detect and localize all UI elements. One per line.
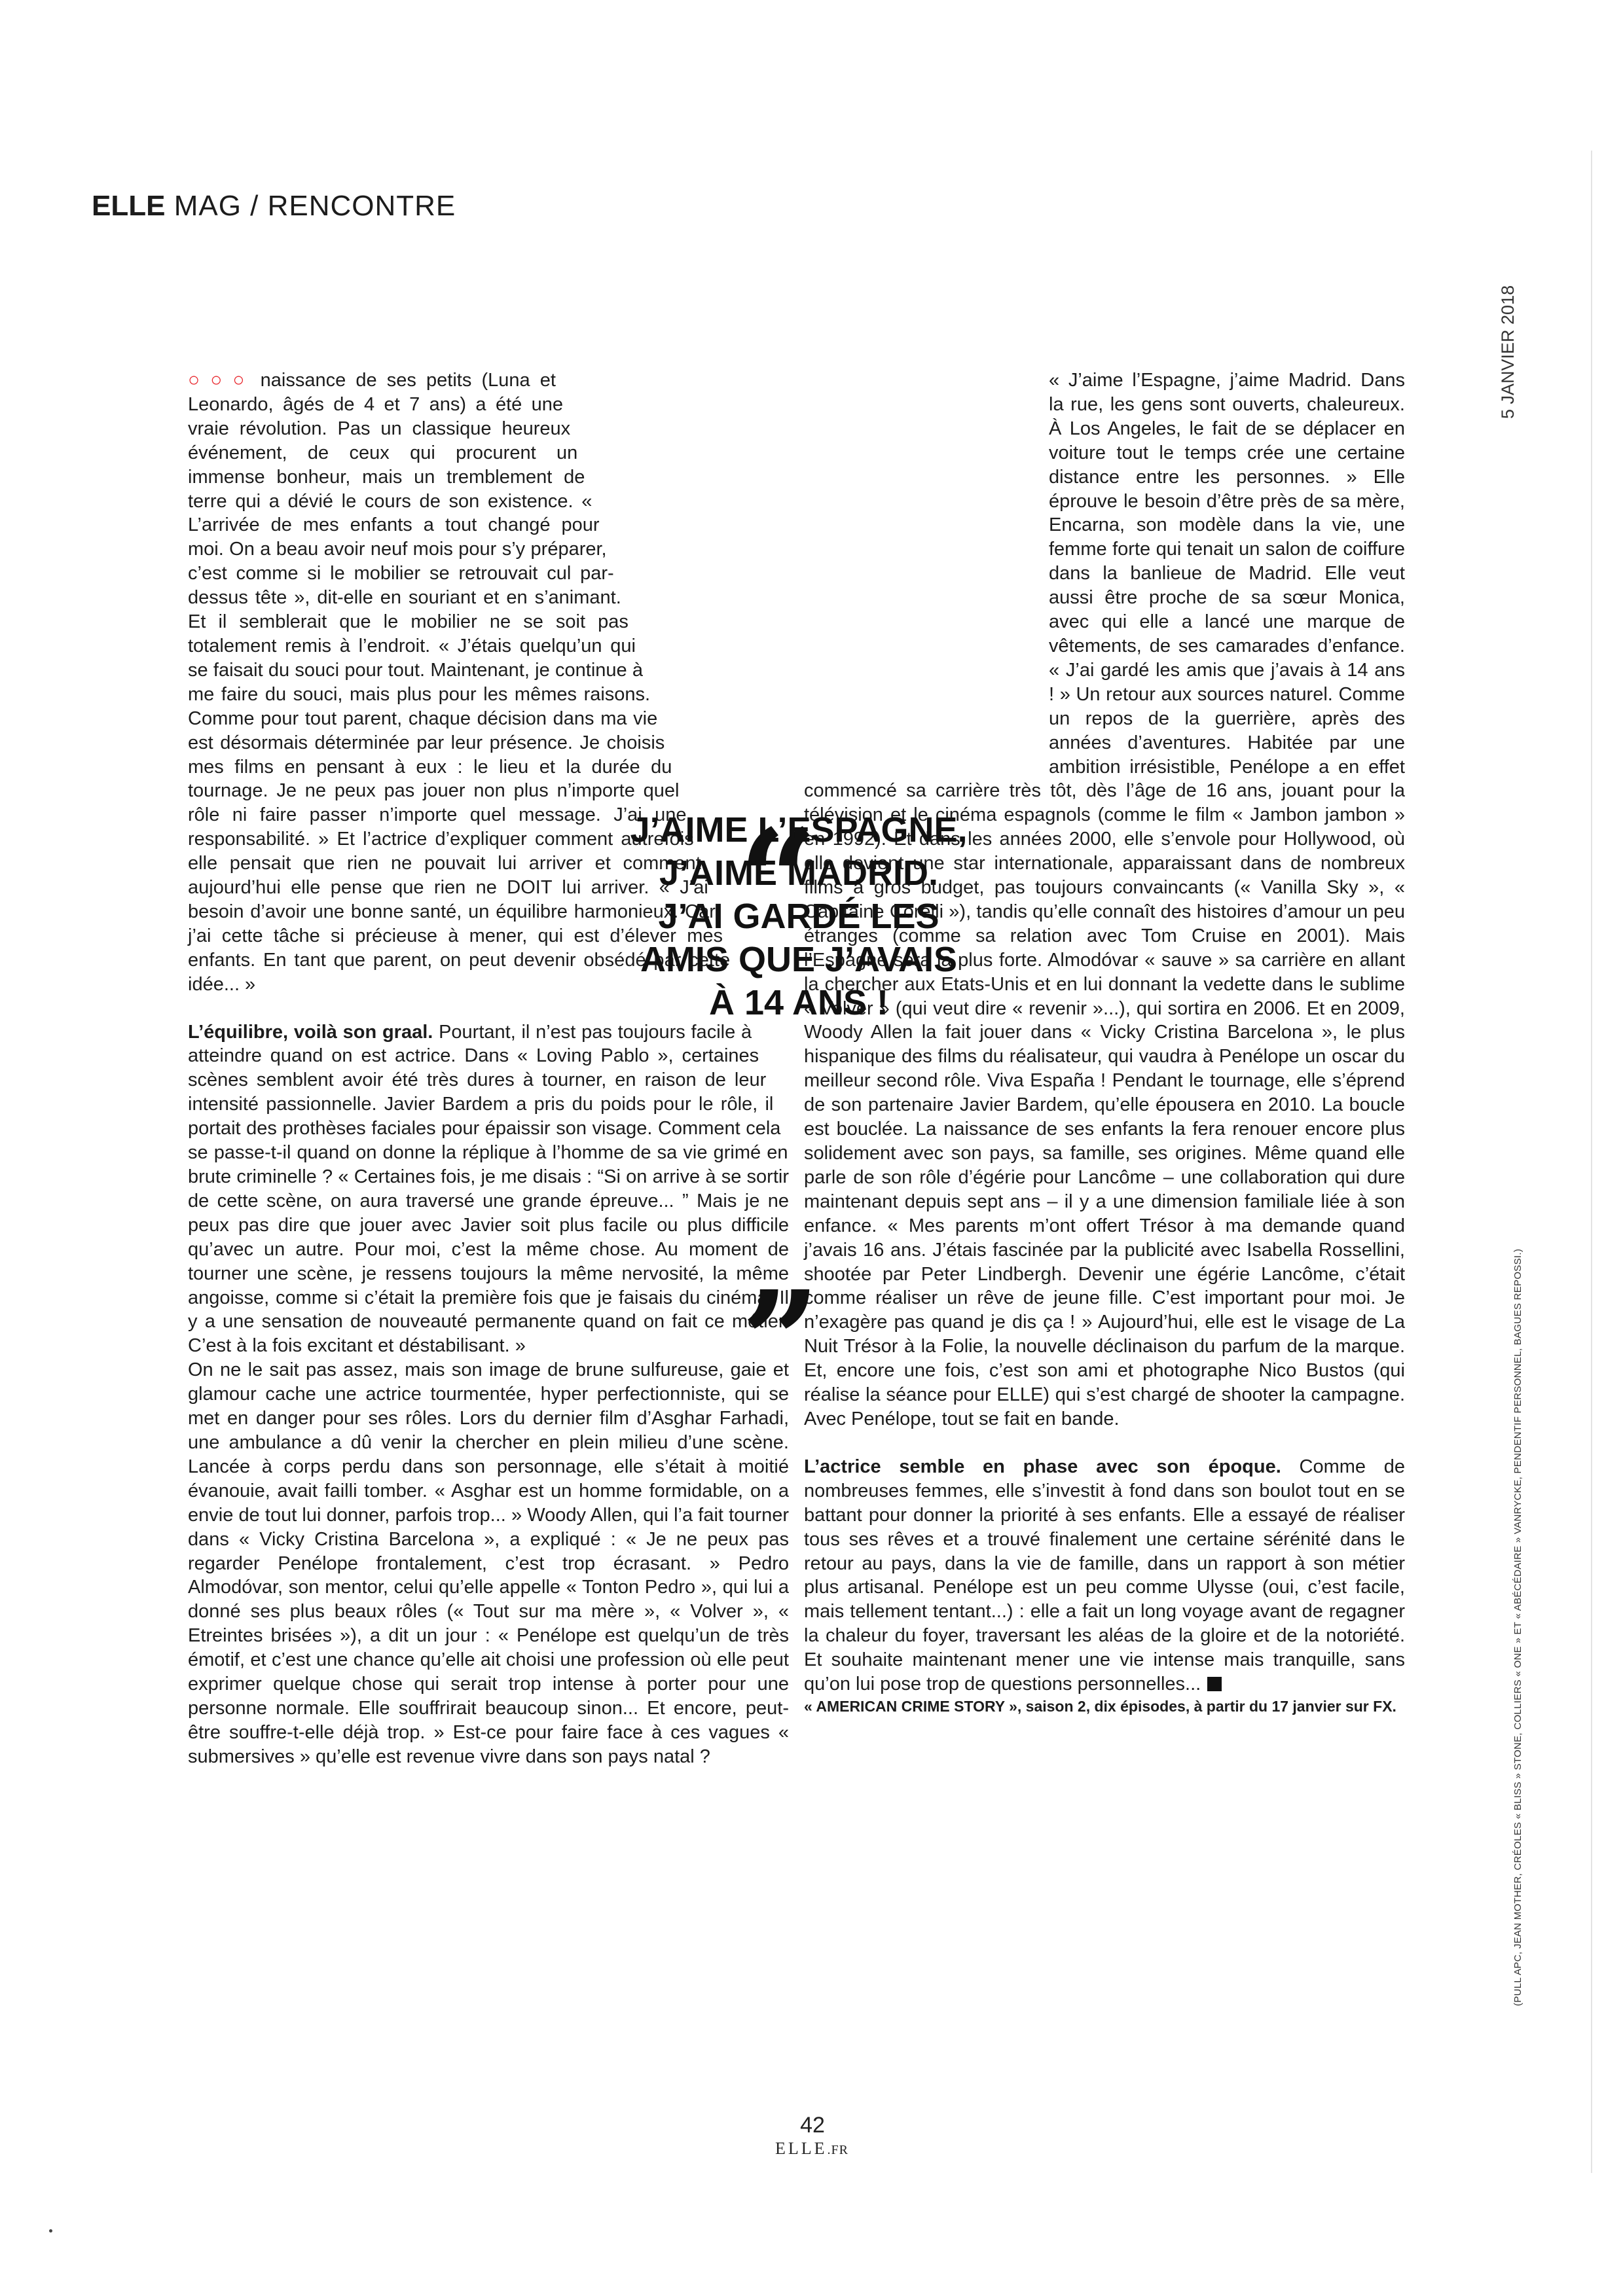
article-column-right: [804, 368, 1405, 1992]
right-paragraph-2-text: Comme de nombreuses femmes, elle s’investit à fond dans son boulot tout en se battant pour donner la priorité à ses enfants. Elle a essayé de réaliser tous ses rêves et a trouvé finalement une certaine sérénité dans le retour au pays, dans la vie de famille, dans un rapport à son métier plus artisanal. Penélope est un peu comme Ulysse (oui, c’est facile, mais tellement tentant...) : elle a fait un long voyage avant de regagner la chaleur du foyer, traversant les aléas de la gloire et de la notoriété. Et souhaite maintenant mener une vie intense mais tranquille, sans qu’on lui pose trop de questions personnelles...: [804, 1456, 1405, 1695]
right-paragraph-2-lead: L’actrice semble en phase avec son époque.: [804, 1456, 1281, 1477]
page-edge-rule: [1591, 151, 1592, 2173]
photo-credits: (PULL APC, JEAN MOTHER, CRÉOLES « BLISS » STONE, COLLIERS « ONE » ET « ABÉCÉDAIRE » VANRYCKE, PENDENTIF PERSONNEL, BAGUES REPOSSI.): [1512, 1248, 1523, 2006]
open-quote-mark: “: [739, 799, 818, 961]
magazine-header: [92, 190, 456, 223]
section-title: MAG / RENCONTRE: [173, 190, 456, 222]
right-paragraph-2: [804, 1455, 1405, 1696]
left-paragraph-2-text: Pourtant, il n’est pas toujours facile à atteindre quand on est actrice. Dans « Loving Pablo », certaines scènes semblent avoir été très dures à tourner, en raison de leur intensité passionnelle. Javier Bardem a pris du poids pour le rôle, il portait des prothèses faciales pour épaissir son visage. Comment cela se passe-t-il quand on donne la réplique à l’homme de sa vie grimé en brute criminelle ? « Certaines fois, je me disais : “Si on arrive à se sortir de cette scène, on aura traversé une grande épreuve... ” Mais je ne peux pas dire que jouer avec Javier soit plus facile ou plus difficile qu’avec un autre. Pour moi, c’est la même chose. Au moment de tourner une scène, je ressens toujours la même nervosité, la même angoisse, comme si c’était la première fois que je faisais du cinéma. Il y a une sensation de nouveauté permanente quand on fait ce métier. C’est à la fois excitant et déstabilisant. »: [188, 1021, 789, 1357]
pullquote-text: J’AIME L’ESPAGNE, J’AIME MADRID. J’AI GARDÉ LES AMIS QUE J’AVAIS À 14 ANS !: [630, 810, 968, 1022]
left-paragraph-2-lead: L’équilibre, voilà son graal.: [188, 1021, 433, 1043]
article-column-left: [188, 368, 789, 2018]
broadcast-footnote: « AMERICAN CRIME STORY », saison 2, dix épisodes, à partir du 17 janvier sur FX.: [804, 1697, 1396, 1715]
page-number: 42: [800, 2113, 825, 2138]
close-quote-mark: ”: [741, 1261, 820, 1422]
left-paragraph-3: On ne le sait pas assez, mais son image de brune sulfureuse, gaie et glamour cache une actrice tourmentée, hyper perfectionniste, qui se met en danger pour ses rôles. Lors du dernier film d’Asghar Farhadi, une ambulance a dû venir la chercher en plein milieu d’une scène. Lancée à corps perdu dans son personnage, elle s’était à moitié évanouie, avait failli tomber. « Asghar est un homme formidable, on a envie de tout lui donner, parfois trop... » Woody Allen, qui l’a fait tourner dans « Vicky Cristina Barcelona », a expliqué : « Je ne peux pas regarder Penélope frontalement, c’est trop écrasant. » Pedro Almodóvar, son mentor, celui qu’elle appelle « Tonton Pedro », qui lui a donné ses plus beaux rôles (« Tout sur ma mère », « Volver », « Etreintes brisées »), a dit un jour : « Penélope est quelqu’un de très émotif, et c’est une chance qu’elle ait choisi une profession où elle peut exprimer quelque chose qui serait trop intense à porter pour une personne normale. Elle souffrirait beaucoup sinon... Et encore, peut-être souffre-t-elle déjà trop. » Est-ce pour faire face à ces vagues « submersives » qu’elle est revenue vivre dans son pays natal ?: [188, 1359, 789, 1767]
site-name: [759, 2139, 864, 2159]
left-paragraph-1-text: naissance de ses petits (Luna et Leonardo, âgés de 4 et 7 ans) a été une vraie révolution. Pas un classique heureux événement, de ceux qui procurent un immense bonheur, mais un tremblement de terre qui a dévié le cours de son existence. « L’arrivée de mes enfants a tout changé pour moi. On a beau avoir neuf mois pour s’y préparer, c’est comme si le mobilier se retrouvait cul par-dessus tête », dit-elle en souriant et en s’animant. Et il semblerait que le mobilier ne se soit pas totalement remis à l’endroit. « J’étais quelqu’un qui se faisait du souci pour tout. Maintenant, je continue à me faire du souci, mais plus pour les mêmes raisons. Comme pour tout parent, chaque décision dans ma vie est désormais déterminée par leur présence. Je choisis mes films en pensant à eux : le lieu et la durée du tournage. Je ne peux pas jouer non plus n’importe quel rôle ni faire passer n’importe quel message. J’ai une responsabilité. » Et l’actrice d’expliquer comment autrefois elle pensait que rien ne pouvait lui arriver et comment aujourd’hui elle pense que rien ne DOIT lui arriver. « J’ai besoin d’avoir une bonne santé, un équilibre harmonieux. Car j’ai cette tâche si précieuse à mener, qui est d’élever mes enfants. En tant que parent, on peut devenir obsédé par cette idée... »: [188, 370, 731, 995]
site-name-suffix: .FR: [827, 2143, 848, 2157]
site-name-brand: ELLE: [775, 2139, 828, 2158]
end-of-article-square: [1207, 1677, 1222, 1691]
continuation-dots: ○○○: [188, 369, 255, 391]
right-paragraph-1: « J’aime l’Espagne, j’aime Madrid. Dans la rue, les gens sont ouverts, chaleureux. À Los Angeles, le fait de se déplacer en voiture tout le temps crée une certaine distance entre les personnes. » Elle éprouve le besoin d’être près de sa mère, Encarna, son modèle dans la vie, une femme forte qui tenait un salon de coiffure dans la banlieue de Madrid. Elle veut aussi être proche de sa sœur Monica, avec qui elle a lancé une marque de vêtements, de ses camarades d’enfance. « J’ai gardé les amis que j’avais à 14 ans ! » Un retour aux sources naturel. Comme un repos de la guerrière, après des années d’aventures. Habitée par une ambition irrésistible, Penélope a en effet commencé sa carrière très tôt, dès l’âge de 16 ans, jouant pour la télévision et le cinéma espagnols (comme le film « Jambon jambon » en 1992). Et dans les années 2000, elle s’envole pour Hollywood, où elle devient une star internationale, apparaissant dans de nombreux films à gros budget, pas toujours convaincants (« Vanilla Sky », « Capitaine Corelli »), tandis qu’elle connaît des histoires d’amour un peu étranges (comme sa relation avec Tom Cruise en 2001). Mais l’Espagne sera la plus forte. Almodóvar « sauve » sa carrière en allant la chercher aux Etats-Unis et en lui donnant la vedette dans le sublime « Volver » (qui veut dire « revenir »...), qui sortira en 2006. Et en 2009, Woody Allen la fait jouer dans « Vicky Cristina Barcelona », le plus hispanique des films du réalisateur, qui vaudra à Penélope un oscar du meilleur second rôle. Viva España ! Pendant le tournage, elle s’éprend de son partenaire Javier Bardem, qu’elle épousera en 2010. La boucle est bouclée. La naissance de ses enfants la fera renouer encore plus solidement avec son pays, sa famille, ses origines. Même quand elle parle de son rôle d’égérie pour Lancôme – une collaboration qui dure maintenant depuis sept ans – il y a une dimension familiale liée à son enfance. « Mes parents m’ont offert Trésor à ma demande quand j’avais 16 ans. J’étais fascinée par la publicité avec Isabella Rossellini, shootée par Peter Lindbergh. Devenir une égérie Lancôme, c’était comme réaliser un rêve de jeune fille. C’est important pour moi. Je n’exagère pas quand je dis ça ! » Aujourd’hui, elle est le visage de La Nuit Trésor à la Folie, la nouvelle déclinaison du parfum de la marque. Et, encore une fois, c’est son ami et photographe Nico Bustos (qui réalise la séance pour ELLE) qui s’est chargé de shooter la campagne. Avec Penélope, tout se fait en bande.: [804, 370, 1405, 1429]
pullquote-spacer-right: [804, 368, 1040, 772]
issue-date: 5 JANVIER 2018: [1498, 285, 1518, 419]
brand-logo: ELLE: [92, 190, 166, 222]
left-paragraph-2: [188, 1020, 789, 1359]
scan-dot: [49, 2229, 52, 2233]
